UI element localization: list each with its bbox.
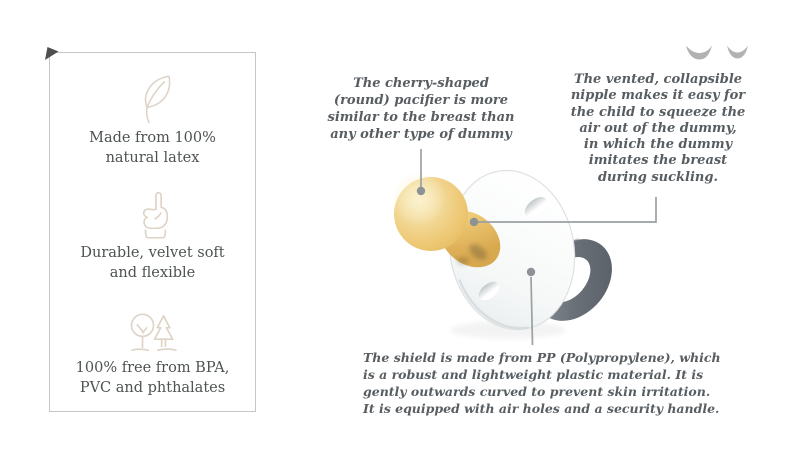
annotation-line: gently outwards curved to prevent skin irritation. xyxy=(363,384,711,399)
feature-line: Made from 100% xyxy=(89,130,216,146)
annotation-line: the child to squeeze the xyxy=(570,104,746,120)
leader-dot xyxy=(470,218,478,226)
feature-line: 100% free from BPA, xyxy=(75,360,230,376)
feature-line: natural latex xyxy=(105,149,200,166)
feature-line: PVC and phthalates xyxy=(79,379,226,396)
annotation-line: It is equipped with air holes and a security handle. xyxy=(363,401,720,416)
annotation-line: The shield is made from PP (Polypropylene), which xyxy=(363,350,721,365)
annotation-line: during suckling. xyxy=(597,169,719,185)
annotation-line: air out of the dummy, xyxy=(579,120,737,136)
annotation-line: any other type of dummy xyxy=(330,127,512,142)
annotation-line: (round) pacifier is more xyxy=(333,93,509,108)
annotation-line: nipple makes it easy for xyxy=(570,88,746,104)
panel-corner-mark xyxy=(45,47,59,60)
annotation-line: similar to the breast than xyxy=(327,110,515,125)
leader-dot xyxy=(527,268,535,276)
annotation-line: The vented, collapsible xyxy=(573,72,743,87)
annotation-shield xyxy=(363,349,721,417)
annotation-line: The cherry-shaped xyxy=(353,76,489,91)
annotation-line: is a robust and lightweight plastic material. It is xyxy=(363,367,704,382)
annotation-vented-nipple xyxy=(563,72,753,186)
annotation-line: in which the dummy xyxy=(583,137,733,153)
cropped-logo-shape xyxy=(686,46,748,60)
annotation-line: imitates the breast xyxy=(588,153,728,169)
annotation-nipple-shape xyxy=(316,75,526,143)
feature-line: Durable, velvet soft xyxy=(80,245,225,261)
leader-dot xyxy=(417,187,425,195)
feature-line: and flexible xyxy=(109,264,196,281)
